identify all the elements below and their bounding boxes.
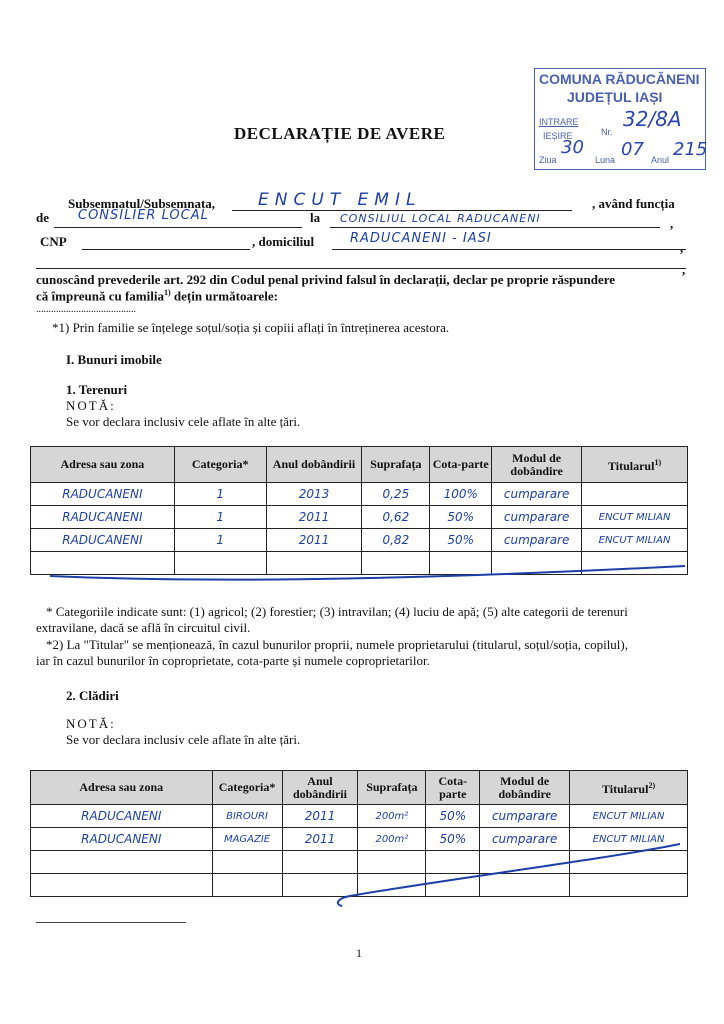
cell-cota: 50% [430,529,492,552]
categorii-note-cont: extravilane, dacă se află în circuitul civil. [36,620,251,635]
titular-note: *2) La "Titular" se menționează, în cazul bunurilor proprii, numele proprietarului (titularul, soțul/soția, copilul), [46,637,628,652]
cell-titularul [582,483,688,506]
section-terenuri: 1. Terenuri [66,382,128,397]
col-cota: Cota-parte [426,771,480,805]
functia-label: , având funcția [592,196,675,211]
cell-titularul: ENCUT MILIAN [582,506,688,529]
la-label: la [310,210,321,225]
table-row [31,483,688,506]
document-title: DECLARAȚIE DE AVERE [234,124,446,143]
col-categoria: Categoria* [212,771,282,805]
cancel-stroke [320,840,690,910]
stamp-luna-value: 07 [621,139,644,160]
col-titularul: Titularul$^{2)}$ [570,771,688,805]
section-cladiri: 2. Clădiri [66,688,119,703]
cell-categoria [212,851,282,874]
cell-cota: 50% [426,828,480,851]
col-modul: Modul de dobândire [492,447,582,483]
cell-suprafata: 200m² [358,828,426,851]
domiciliul-value: RADUCANENI - IASI [350,231,492,246]
col-categoria: Categoria* [174,447,266,483]
cell-anul: 2011 [266,529,362,552]
domiciliul-label: , domiciliul [252,234,315,249]
cell-anul: 2011 [282,828,358,851]
comma: , [680,240,684,255]
cell-categoria: 1 [174,529,266,552]
cell-titularul: ENCUT MILIAN [570,805,688,828]
col-adresa: Adresa sau zona [31,447,175,483]
cell-titularul: ENCUT MILIAN [582,529,688,552]
terenuri-table [30,446,688,575]
comma: , [682,262,686,277]
cell-modul: cumparare [480,828,570,851]
intro-line1: cunoscând prevederile art. 292 din Codul penal privind falsul în declarații, declar pe proprie răspundere [36,272,616,287]
cell-categoria: BIROURI [212,805,282,828]
cell-suprafata: 0,25 [362,483,430,506]
cell-cota: 50% [430,506,492,529]
cell-anul: 2011 [282,805,358,828]
intro-dots: ........................................ [36,304,136,315]
col-adresa: Adresa sau zona [31,771,213,805]
cell-modul: cumparare [492,483,582,506]
section-bunuri-imobile: I. Bunuri imobile [66,352,162,367]
stamp-ziua-label: Ziua [539,155,557,165]
cell-adresa: RADUCANENI [31,483,175,506]
cnp-label: CNP [40,234,67,249]
cell-adresa: RADUCANENI [31,529,175,552]
stamp-ziua-value: 30 [561,137,584,158]
registration-stamp [534,68,706,170]
stamp-anul-value: 215 [673,139,708,160]
col-suprafata: Suprafața [362,447,430,483]
nota-text: Se vor declara inclusiv cele aflate în alte țări. [66,414,301,429]
intro-line2: că împreună cu familia$^{1)}$ dețin următoarele: [36,288,278,304]
cell-modul: cumparare [492,529,582,552]
stamp-nr-value: 32/8A [623,107,682,131]
col-anul: Anul dobândirii [266,447,362,483]
cell-categoria: MAGAZIE [212,828,282,851]
stamp-intrare: INTRARE [539,117,579,127]
stamp-county: JUDEȚUL IAȘI [567,89,663,105]
cell-anul: 2013 [266,483,362,506]
cell-categoria [212,874,282,897]
subsemnatul-label: Subsemnatul/Subsemnata, [68,196,216,211]
cell-categoria: 1 [174,506,266,529]
table-row [31,506,688,529]
cancel-stroke [30,560,690,590]
cell-suprafata: 0,82 [362,529,430,552]
family-footnote: *1) Prin familie se înțelege soțul/soția și copiii aflați în întreținerea acestora. [52,320,450,335]
stamp-anul-label: Anul [651,155,670,165]
cell-titularul: ENCUT MILIAN [570,828,688,851]
cell-adresa: RADUCANENI [31,506,175,529]
categorii-note: * Categoriile indicate sunt: (1) agricol; (2) forestier; (3) intravilan; (4) luciu de apă; (5) alte categorii de terenuri [46,604,628,619]
cell-adresa: RADUCANENI [31,828,213,851]
table-row [31,805,688,828]
cell-modul: cumparare [492,506,582,529]
col-suprafata: Suprafața [358,771,426,805]
col-anul: Anul dobândirii [282,771,358,805]
stamp-iesire: IEȘIRE [543,131,573,141]
institutia-value: CONSILIUL LOCAL RADUCANENI [340,212,541,225]
stamp-nr-label: Nr. [601,127,613,137]
page-number: 1 [356,946,362,960]
nota-text: Se vor declara inclusiv cele aflate în alte țări. [66,732,301,747]
comma: , [670,216,674,231]
col-titularul: Titularul$^{1)}$ [582,447,688,483]
cell-suprafata: 200m² [358,805,426,828]
col-cota: Cota-parte [430,447,492,483]
cell-suprafata: 0,62 [362,506,430,529]
declarant-name: ENCUT EMIL [258,190,422,210]
cell-cota: 100% [430,483,492,506]
cell-cota: 50% [426,805,480,828]
col-modul: Modul de dobândire [480,771,570,805]
de-label: de [36,210,49,225]
functia-value: CONSILIER LOCAL [78,208,209,223]
cell-adresa: RADUCANENI [31,805,213,828]
cell-anul: 2011 [266,506,362,529]
cell-adresa [31,874,213,897]
stamp-commune: COMUNA RĂDUCĂNENI [539,71,700,87]
stamp-luna-label: Luna [595,155,616,165]
titular-note-cont: iar în cazul bunurilor în coproprietate, cota-parte și numele coproprietarilor. [36,653,430,668]
table-row [31,529,688,552]
nota-label: NOTĂ: [66,716,116,731]
cell-categoria: 1 [174,483,266,506]
cell-adresa [31,851,213,874]
cell-modul: cumparare [480,805,570,828]
nota-label: NOTĂ: [66,398,116,413]
